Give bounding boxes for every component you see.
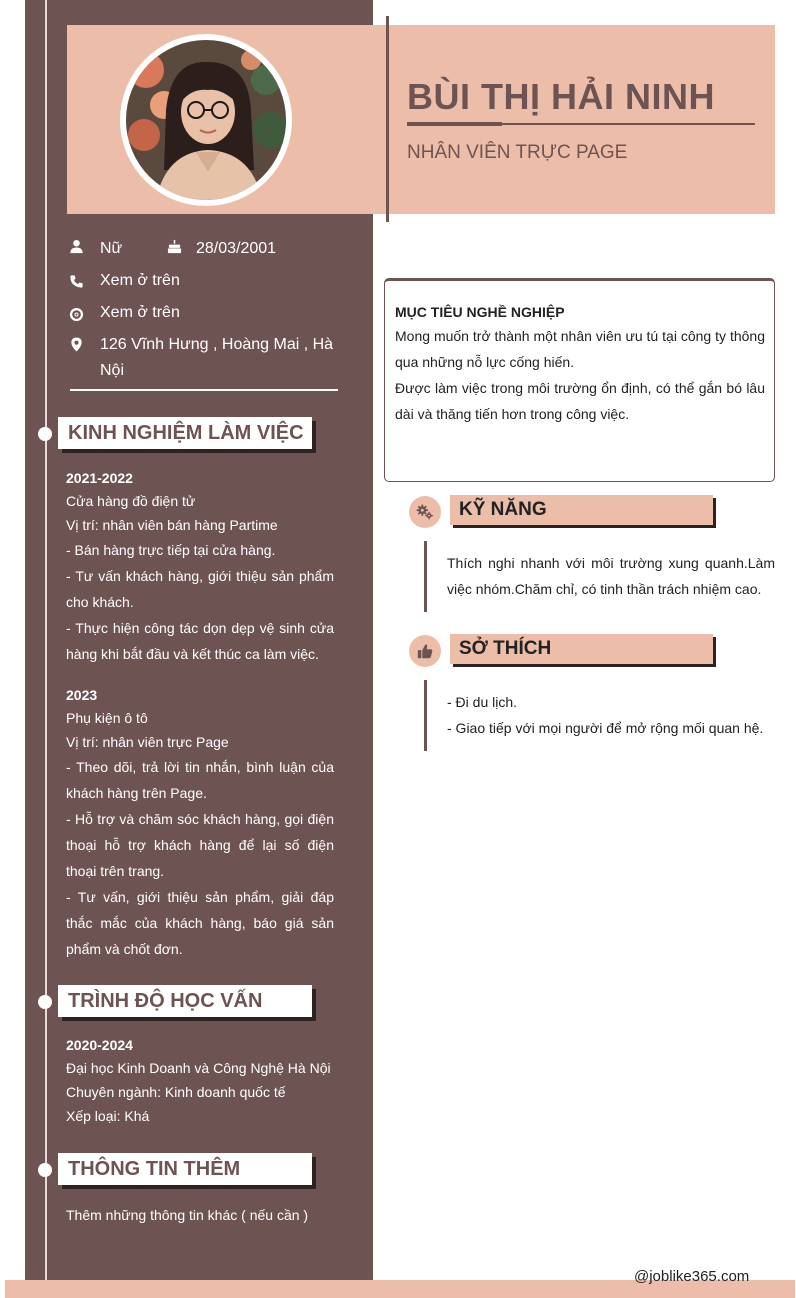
experience-entry-1 [66, 467, 334, 667]
at-sign-icon [68, 306, 84, 322]
experience-company: Phụ kiện ô tô [66, 710, 148, 726]
experience-task: - Bán hàng trực tiếp tại cửa hàng. [66, 542, 276, 558]
header-divider [386, 16, 389, 222]
experience-entry-2 [66, 684, 334, 962]
education-major: Chuyên ngành: Kinh doanh quốc tế [66, 1084, 286, 1100]
map-pin-icon [68, 336, 84, 352]
section-heading-additional: THÔNG TIN THÊM [58, 1153, 312, 1185]
birthday-value: 28/03/2001 [196, 240, 277, 257]
full-name: BÙI THỊ HẢI NINH [407, 76, 715, 117]
hobbies-list [447, 689, 775, 741]
experience-position: Vị trí: nhân viên trực Page [66, 734, 229, 750]
education-entry [66, 1034, 334, 1128]
user-icon [68, 238, 84, 254]
skills-paragraph: Thích nghi nhanh với môi trường xung quanh.Làm việc nhóm.Chăm chỉ, có tinh thần trách nhiệm cao. [447, 555, 775, 597]
section-heading-experience: KINH NGHIỆM LÀM VIỆC [58, 417, 312, 449]
career-objective-box [384, 278, 775, 482]
experience-task: - Tư vấn, giới thiệu sản phẩm, giải đáp thắc mắc của khách hàng, báo giá sản phẩm và chốt đơn. [66, 889, 334, 957]
cake-icon [166, 238, 182, 254]
phone-icon [68, 273, 84, 289]
objective-paragraph: Được làm việc trong môi trường ổn định, có thể gắn bó lâu dài và thăng tiến hơn trong công việc. [395, 380, 765, 422]
thumbs-up-icon [409, 635, 441, 667]
timeline-dot [38, 995, 52, 1009]
objective-paragraph: Mong muốn trở thành một nhân viên ưu tú tại công ty thông qua những nỗ lực cống hiến. [395, 328, 765, 370]
contact-divider [70, 389, 338, 391]
education-years: 2020-2024 [66, 1037, 133, 1053]
experience-task: - Tư vấn khách hàng, giới thiệu sản phẩm cho khách. [66, 568, 334, 610]
gender-value: Nữ [100, 240, 123, 257]
education-grade: Xếp loại: Khá [66, 1108, 150, 1124]
hobby-item: - Đi du lịch. [447, 694, 518, 710]
section-heading-education: TRÌNH ĐỘ HỌC VẤN [58, 985, 312, 1017]
experience-task: - Thực hiện công tác dọn dẹp vệ sinh cửa hàng khi bắt đầu và kết thúc ca làm việc. [66, 620, 334, 662]
additional-text: Thêm những thông tin khác ( nếu cần ) [66, 1207, 309, 1223]
job-title: NHÂN VIÊN TRỰC PAGE [407, 142, 628, 163]
skills-text [447, 550, 775, 602]
hobby-item: - Giao tiếp với mọi người để mở rộng mối quan hệ. [447, 720, 764, 736]
section-heading-skills: KỸ NĂNG [450, 495, 713, 525]
address-value: 126 Vĩnh Hưng , Hoàng Mai , Hà Nội [100, 336, 334, 379]
experience-years: 2021-2022 [66, 470, 133, 486]
profile-photo [126, 40, 286, 200]
watermark: @joblike365.com [634, 1268, 750, 1285]
timeline-line [45, 0, 47, 1298]
timeline-dot [38, 427, 52, 441]
education-school: Đại học Kinh Doanh và Công Nghệ Hà Nội [66, 1060, 331, 1076]
gears-icon [409, 496, 441, 528]
objective-heading: MỤC TIÊU NGHỀ NGHIỆP [395, 304, 565, 320]
avatar [120, 34, 292, 206]
email-value: Xem ở trên [100, 304, 180, 321]
hobbies-accent-bar [424, 680, 427, 751]
experience-years: 2023 [66, 687, 98, 703]
timeline-dot [38, 1163, 52, 1177]
experience-position: Vị trí: nhân viên bán hàng Partime [66, 517, 278, 533]
section-heading-hobbies: SỞ THÍCH [450, 634, 713, 664]
name-underline-accent [407, 122, 502, 126]
experience-task: - Hỗ trợ và chăm sóc khách hàng, gọi điện thoại hỗ trợ khách hàng để lại số điện thoại trên trang. [66, 811, 334, 879]
experience-company: Cửa hàng đồ điện tử [66, 493, 196, 509]
experience-task: - Theo dõi, trả lời tin nhắn, bình luận của khách hàng trên Page. [66, 759, 334, 801]
phone-value: Xem ở trên [100, 272, 180, 289]
skills-accent-bar [424, 541, 427, 612]
